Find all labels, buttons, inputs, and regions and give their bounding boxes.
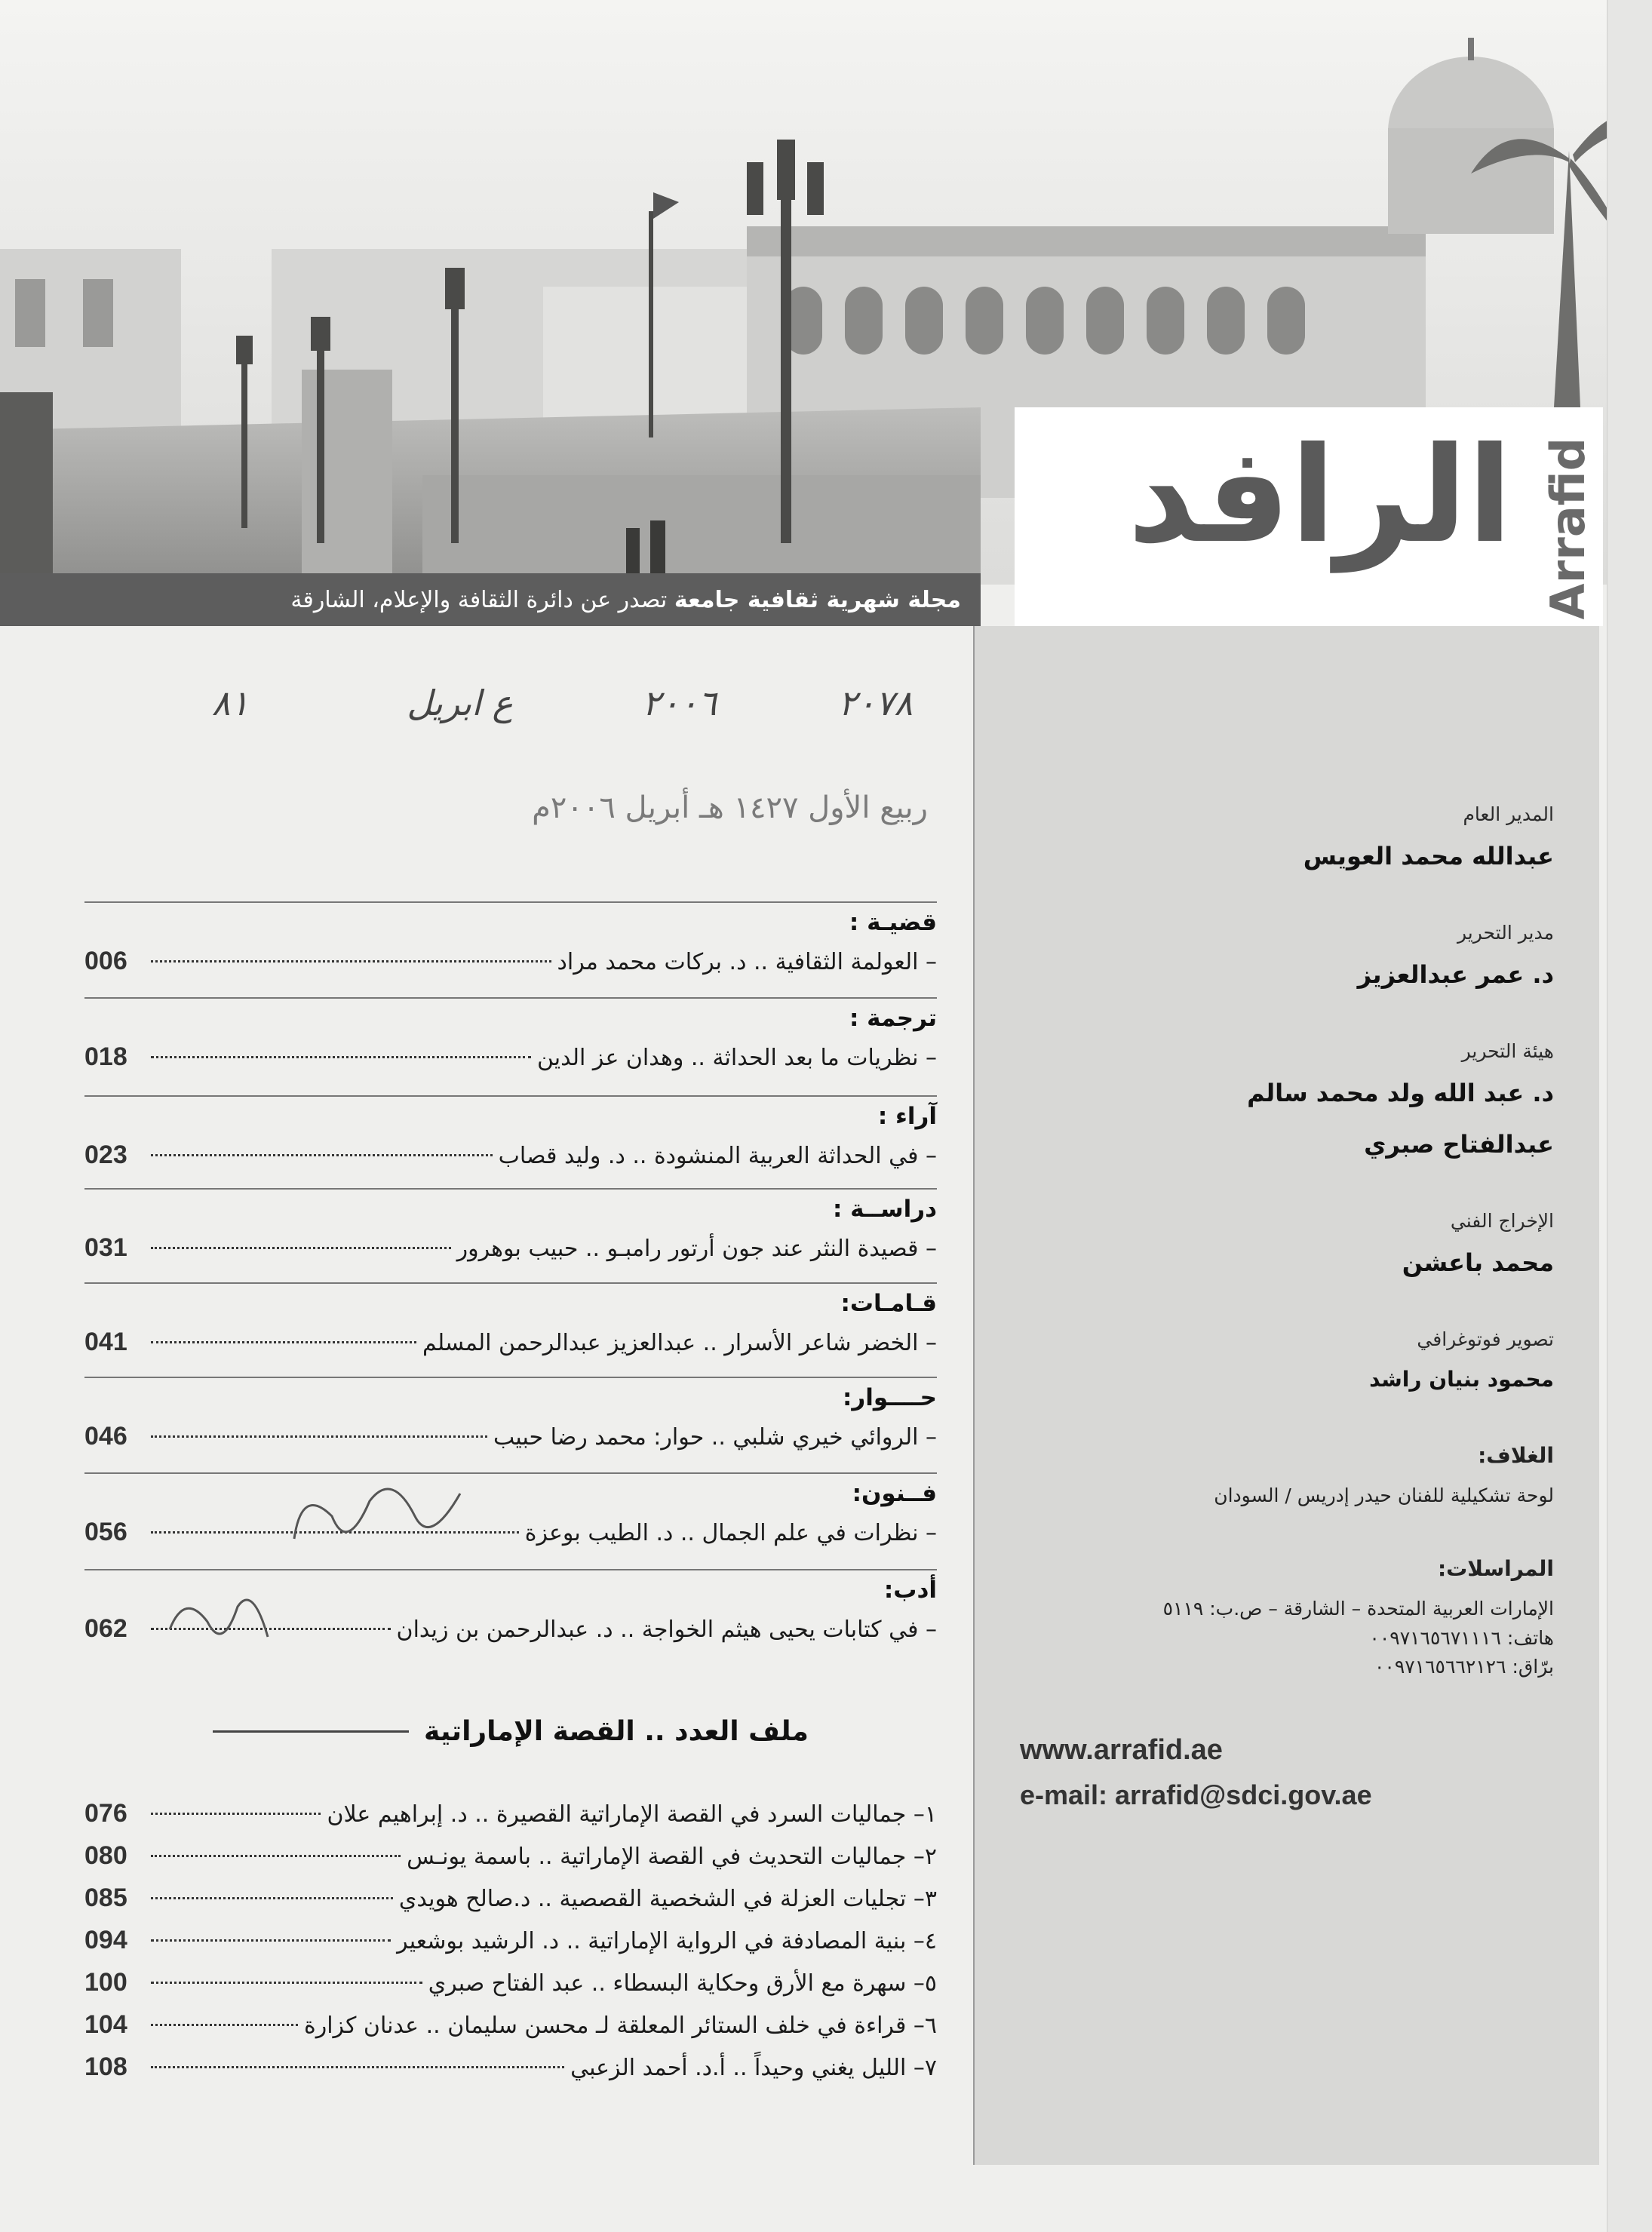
page-number: 006: [84, 947, 127, 975]
toc-entry[interactable]: [84, 1518, 937, 1547]
entry-title: – في كتابات يحيى هيثم الخواجة .. د. عبدالرحمن بن زيدان: [396, 1616, 937, 1643]
editor-block: [1020, 922, 1554, 989]
leader-dots: [151, 1813, 321, 1815]
leader-dots: [151, 2066, 564, 2068]
entry-title: ٣– تجليات العزلة في الشخصية القصصية .. د.صالح هويدي: [398, 1886, 937, 1912]
section-heading: ترجمة :: [849, 1005, 937, 1032]
art-direction-block: [1020, 1210, 1554, 1277]
page-number: 023: [84, 1141, 127, 1169]
section-heading: آراء :: [877, 1103, 937, 1130]
section-rule: [84, 1095, 937, 1097]
page-number: 041: [84, 1328, 127, 1356]
pen-scribble-icon: [162, 1584, 275, 1667]
file-entries: [84, 1799, 937, 2095]
section-heading: حــــوار:: [842, 1384, 937, 1411]
gm-label: المدير العام: [1463, 803, 1554, 825]
page-number: 108: [84, 2052, 127, 2081]
contact-fax: برّاق: ٠٠٩٧١٦٥٦٦٢١٢٦: [1374, 1656, 1554, 1678]
toc-section: [84, 901, 937, 976]
leader-dots: [151, 1982, 422, 1984]
entry-title: – نظرات في علم الجمال .. د. الطيب بوعزة: [524, 1520, 937, 1546]
entry-title: ٦– قراءة في خلف الستائر المعلقة لـ محسن سليمان .. عدنان كزارة: [304, 2012, 937, 2039]
handwritten-number-3: ع ابريل: [407, 683, 513, 723]
entry-title: – قصيدة النثر عند جون أرتور رامبـو .. حبيب بوهرور: [456, 1236, 937, 1262]
issue-date: ربيع الأول ١٤٢٧ هـ أبريل ٢٠٠٦م: [532, 791, 928, 825]
section-rule: [84, 1282, 937, 1284]
section-heading: فــنون:: [852, 1480, 937, 1507]
toc-entry[interactable]: [84, 1422, 937, 1451]
art-label: الإخراج الفني: [1450, 1210, 1554, 1232]
section-heading: قضيـة :: [849, 909, 937, 936]
general-manager-block: [1020, 803, 1554, 870]
file-section-title: [84, 1716, 937, 1747]
file-entry[interactable]: [84, 2010, 937, 2040]
page-number: 018: [84, 1042, 127, 1071]
leader-dots: [151, 1056, 531, 1058]
section-rule: [84, 901, 937, 903]
section-heading: دراســة :: [832, 1196, 937, 1223]
toc-section: [84, 1377, 937, 1451]
contact-address: الإمارات العربية المتحدة – الشارقة – ص.ب: ٥١١٩: [1162, 1597, 1554, 1620]
photo-label: تصوير فوتوغرافي: [1417, 1328, 1554, 1350]
page-number: 076: [84, 1799, 127, 1828]
photography-block: [1020, 1328, 1554, 1392]
title-rule: [213, 1730, 409, 1733]
entry-title: ٤– بنية المصادفة في الرواية الإماراتية .. د. الرشيد بوشعير: [397, 1928, 937, 1954]
section-heading: أدب:: [883, 1577, 937, 1604]
board-name-1: د. عبد الله ولد محمد سالم: [1247, 1079, 1554, 1107]
photo-name: محمود بنيان راشد: [1369, 1367, 1554, 1392]
masthead-sidebar: [973, 626, 1599, 2165]
gm-name: عبدالله محمد العويس: [1303, 842, 1554, 870]
section-rule: [84, 1188, 937, 1190]
page-number: 046: [84, 1422, 127, 1451]
toc-section: [84, 1095, 937, 1170]
website-link[interactable]: www.arrafid.ae: [1020, 1734, 1223, 1766]
tagline-bar: [0, 573, 981, 626]
section-rule: [84, 1377, 937, 1378]
section-rule: [84, 1472, 937, 1474]
page-number: 056: [84, 1518, 127, 1546]
page-number: 031: [84, 1233, 127, 1262]
entry-title: – الخضر شاعر الأسرار .. عبدالعزيز عبدالرحمن المسلم: [422, 1330, 937, 1356]
leader-dots: [151, 1897, 393, 1899]
file-entry[interactable]: [84, 1799, 937, 1828]
page-number: 094: [84, 1926, 127, 1954]
page-edge: [1607, 0, 1652, 2232]
toc-entry[interactable]: [84, 1328, 937, 1357]
entry-title: – في الحداثة العربية المنشودة .. د. وليد قصاب: [498, 1143, 937, 1169]
contact-label: المراسلات:: [1437, 1555, 1554, 1581]
section-heading: قـامـات:: [840, 1290, 937, 1317]
pen-scribble-icon: [287, 1471, 468, 1561]
file-entry[interactable]: [84, 1841, 937, 1871]
leader-dots: [151, 2024, 298, 2026]
leader-dots: [151, 1154, 493, 1156]
toc-section: [84, 1282, 937, 1357]
editor-label: مدير التحرير: [1457, 922, 1554, 944]
handwritten-annotations: [166, 675, 935, 735]
magazine-logo: [1015, 407, 1603, 626]
cover-text: لوحة تشكيلية للفنان حيدر إدريس / السودان: [1214, 1484, 1554, 1506]
contact-block: [1020, 1556, 1554, 1682]
board-block: [1020, 1040, 1554, 1159]
toc-section: [84, 1472, 937, 1547]
handwritten-number-2: ٢٠٠٦: [642, 683, 717, 723]
leader-dots: [151, 1939, 391, 1942]
handwritten-number-1: ٢٠٧٨: [838, 683, 913, 723]
file-entry[interactable]: [84, 1968, 937, 1997]
board-name-2: عبدالفتاح صبري: [1364, 1130, 1554, 1159]
leader-dots: [151, 1855, 401, 1857]
contact-phone: هاتف: ٠٠٩٧١٦٥٦٧١١١٦: [1369, 1626, 1554, 1649]
page-number: 100: [84, 1968, 127, 1997]
toc-section: [84, 997, 937, 1072]
tagline-bold: مجلة شهرية ثقافية جامعة: [674, 586, 961, 613]
leader-dots: [151, 1435, 487, 1438]
entry-title: – نظريات ما بعد الحداثة .. وهدان عز الدين: [536, 1045, 937, 1071]
web-contacts: [1020, 1727, 1554, 1816]
entry-title: – الروائي خيري شلبي .. حوار: محمد رضا حبيب: [493, 1424, 937, 1451]
file-entry[interactable]: [84, 1926, 937, 1955]
file-title: ملف العدد .. القصة الإماراتية: [424, 1716, 809, 1747]
toc-entry[interactable]: [84, 1042, 937, 1072]
toc-entry[interactable]: [84, 1233, 937, 1263]
email-link[interactable]: e-mail: arrafid@sdci.gov.ae: [1020, 1779, 1372, 1810]
entry-title: ٥– سهرة مع الأرق وحكاية البسطاء .. عبد الفتاح صبري: [428, 1970, 937, 1997]
file-entry[interactable]: [84, 1884, 937, 1913]
cover-label: الغلاف:: [1478, 1443, 1554, 1468]
entry-title: – العولمة الثقافية .. د. بركات محمد مراد: [557, 949, 937, 975]
page-number: 080: [84, 1841, 127, 1870]
page-number: 062: [84, 1614, 127, 1643]
section-rule: [84, 1569, 937, 1570]
leader-dots: [151, 960, 551, 962]
tagline: [290, 587, 961, 613]
entry-title: ٢– جماليات التحديث في القصة الإماراتية .. باسمة يونـس: [407, 1844, 937, 1870]
leader-dots: [151, 1341, 416, 1343]
toc-entry[interactable]: [84, 1141, 937, 1170]
art-name: محمد باعشن: [1402, 1248, 1554, 1277]
logo-english: Arrafid: [1540, 437, 1595, 620]
page-number: 104: [84, 2010, 127, 2039]
toc-section: [84, 1188, 937, 1263]
editor-name: د. عمر عبدالعزيز: [1357, 960, 1554, 989]
cover-block: [1020, 1443, 1554, 1511]
leader-dots: [151, 1247, 451, 1249]
section-rule: [84, 997, 937, 999]
toc-entry[interactable]: [84, 947, 937, 976]
board-label: هيئة التحرير: [1461, 1040, 1554, 1062]
logo-arabic: الرافد: [1127, 419, 1512, 573]
file-entry[interactable]: [84, 2052, 937, 2082]
entry-title: ٧– الليل يغني وحيداً .. أ.د. أحمد الزعبي: [570, 2055, 937, 2081]
page-number: 085: [84, 1884, 127, 1912]
entry-title: ١– جماليات السرد في القصة الإماراتية القصيرة .. د. إبراهيم علان: [327, 1801, 937, 1828]
handwritten-number-4: ٨١: [211, 683, 249, 723]
tagline-rest: تصدر عن دائرة الثقافة والإعلام، الشارقة: [290, 586, 674, 613]
